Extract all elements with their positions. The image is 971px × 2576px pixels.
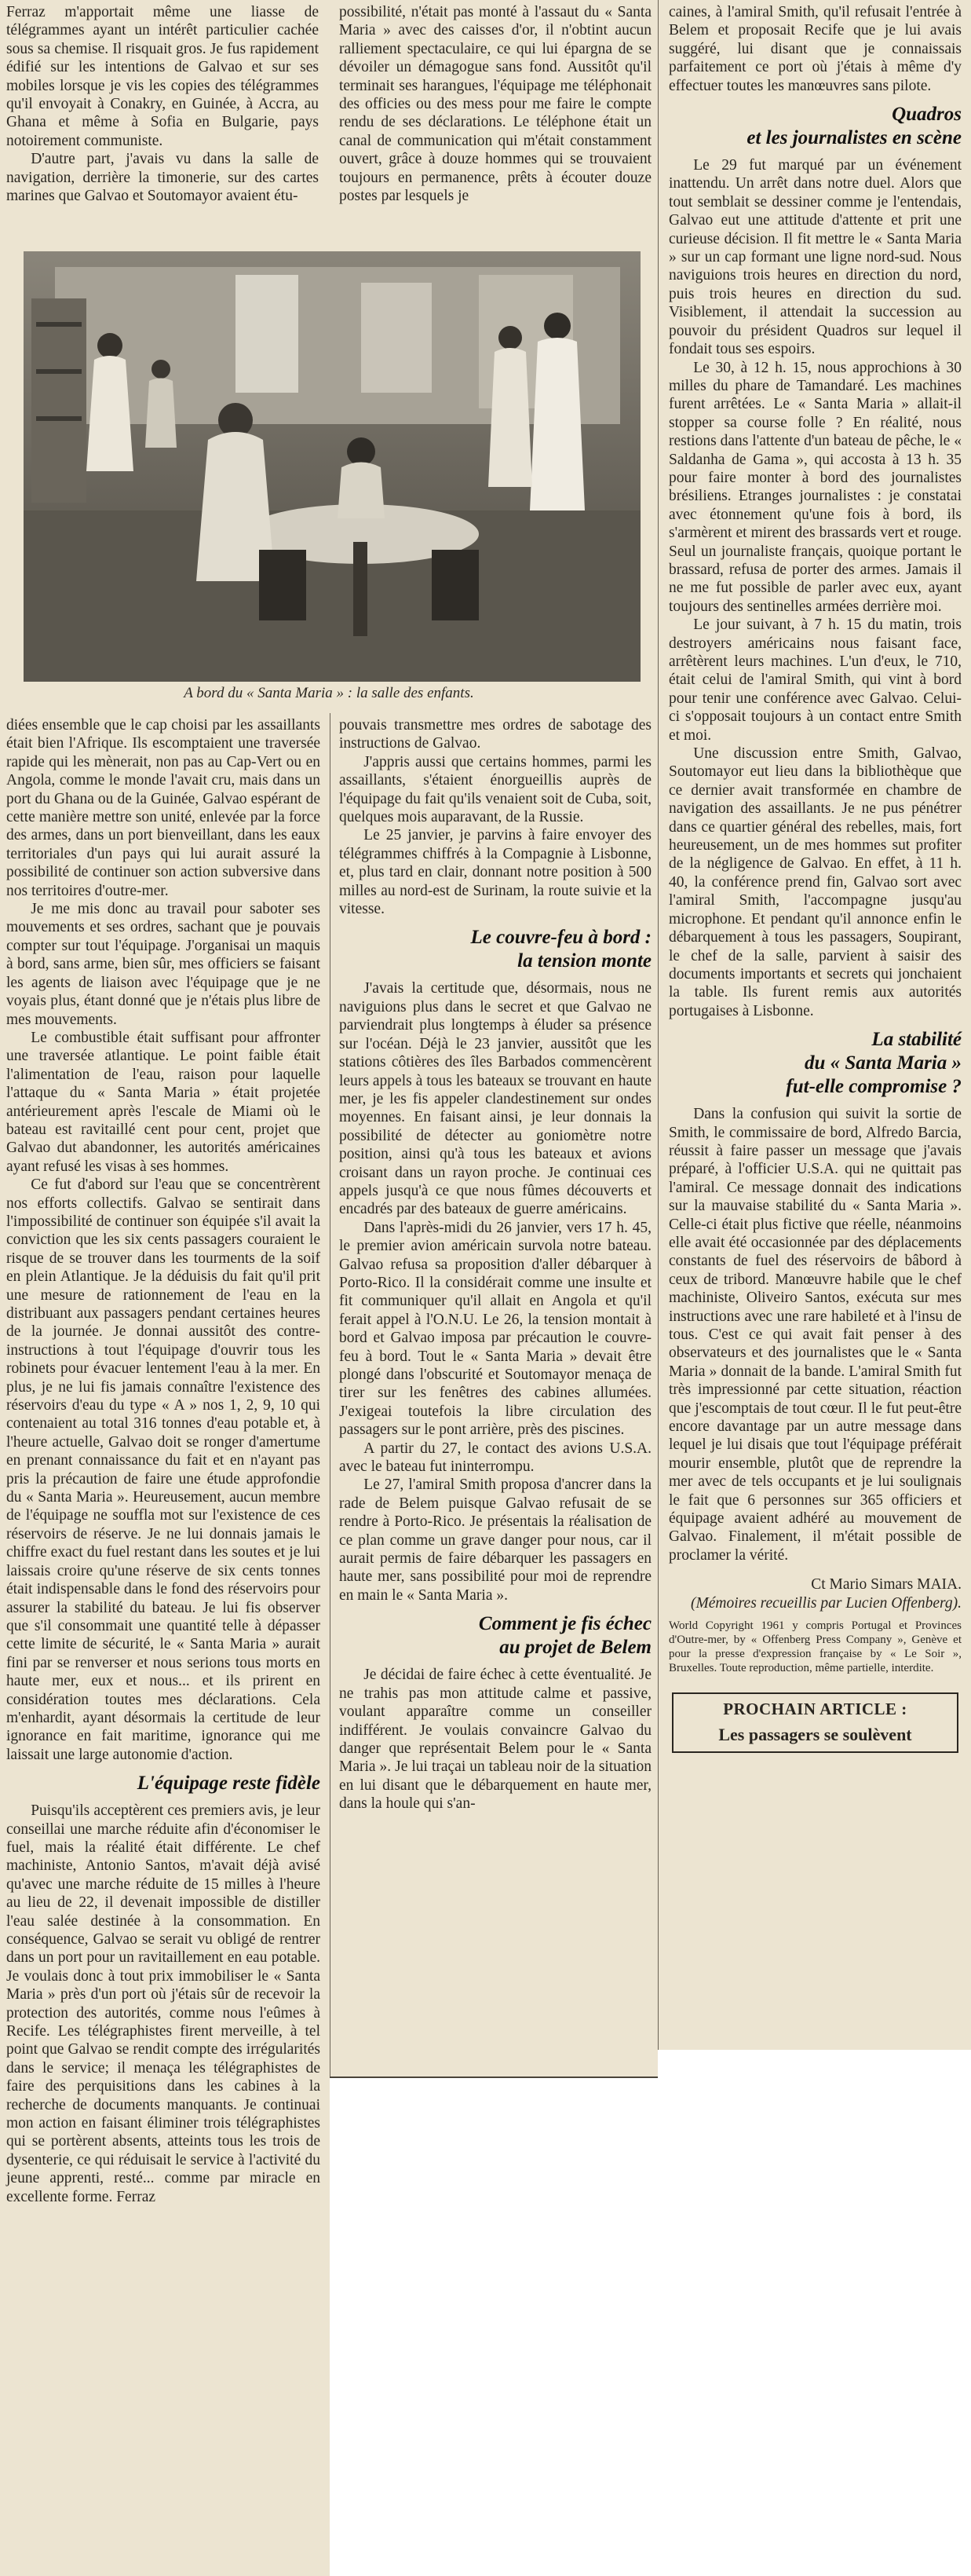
paragraph: J'avais la certitude que, désormais, nous ne naviguions plus dans le secret et que Galvao ne parviendrait plus longtemps à éluder sa présence sur l'océan. Déjà le 23 janvier, aussitôt que les stations côtières des îles Barbados commencèrent leurs appels à tous les bateaux se trouvant en haute mer, je les fis appeler clandestinement sur ondes moyennes. En faisant ainsi, je leur donnais la possibilité de détecter au goniomètre notre position, ainsi qu'à tous les bateaux et avions croisant dans un rayon proche. Je continuai ces appels jusqu'à ce que nous fûmes découverts et encadrés par des bateaux de guerre américains.	[339, 980, 652, 1218]
signature	[669, 1575, 962, 1612]
heading-line: La stabilité	[871, 1029, 962, 1051]
heading-line: la tension monte	[517, 950, 652, 972]
paragraph: Dans l'après-midi du 26 janvier, vers 17 h. 45, le premier avion américain survola notre bateau. Galvao refusa sa proposition d'aller débarquer à Porto-Rico. Il la considérait comme une insulte et fit communiquer qu'il allait en Angola et qu'il ferait appel à l'O.N.U. Le 26, la tension montait à bord et Galvao imposa par précaution le couvre-feu à bord. Tout le « Santa Maria » devait être plongé dans l'obscurité et Soutomayor menaça de tirer sur les fenêtres des cabines allumées. J'exigeai toutefois la libre circulation des passagers sur le pont arrière, près des piscines.	[339, 1219, 652, 1439]
paragraph: Le 25 janvier, je parvins à faire envoyer des télégrammes chiffrés à la Compagnie à Lisbonne, et, plus tard en clair, donnant notre position à 500 milles au nord-est de Surinam, la route suivie et la vitesse.	[339, 827, 652, 918]
photo-caption: A bord du « Santa Maria » : la salle des enfants.	[184, 685, 474, 701]
article-column-2-lower	[330, 713, 658, 2077]
next-article-title: Les passagers se soulèvent	[718, 1724, 912, 1744]
article-column-2-top	[330, 0, 658, 245]
paragraph: caines, à l'amiral Smith, qu'il refusait l'entrée à Belem et proposait Recife que je lui avais suggéré, lui disant que je connaissais parfaitement ce port où j'étais à même d'y effectuer toutes les manœuvres sans pilote.	[669, 4, 962, 94]
paragraph: Je décidai de faire échec à cette éventualité. Je ne trahis pas mon attitude calme et passive, voulant apparaître comme un conseiller indifférent. Je voulais convaincre Galvao du danger que représentait Belem pour le « Santa Maria ». Je lui traçai un tableau noir de la situation en lui disant que le débarquement en haute mer, dans la houle qui s'an-	[339, 1667, 652, 1813]
article-photo	[24, 251, 641, 682]
photo-block	[0, 245, 658, 713]
article-column-1-lower	[0, 713, 330, 2576]
heading-line: Quadros	[892, 104, 962, 126]
section-heading	[339, 1612, 652, 1659]
paragraph: J'appris aussi que certains hommes, parmi les assaillants, s'étaient énorgueillis auprès de l'équipage du fait qu'ils venaient soit de Cuba, soit, quelques mois auparavant, de la Russie.	[339, 753, 652, 826]
paragraph: Le jour suivant, à 7 h. 15 du matin, trois destroyers américains nous faisant face, arrêtèrent leurs machines. L'un d'eux, le 710, était celui de l'amiral Smith, qui vint à bord pour tenir une conférence avec Galvao. Celui-ci s'opposait toujours à un contact entre Smith et moi.	[669, 617, 962, 744]
paragraph: Le 30, à 12 h. 15, nous approchions à 30 milles du phare de Tamandaré. Les machines furent arrêtées. Le « Santa Maria » allait-il stopper sa course folle ? En réalité, nous restions dans l'attente d'un bateau de pêche, le « Saldanha de Gama », qui accosta à 13 h. 35 pour faire monter à bord des journalistes brésiliens. Etranges journalistes : je constatai avec étonnement qu'une fois à bord, ils s'armèrent et mirent des brassards vert et rouge. Seul un journaliste français, quoique portant le brassard, refusa de porter des armes. Jamais il ne me fut possible de parler avec eux, ayant toujours des sentinelles armées derrière moi.	[669, 359, 962, 615]
author-credit: (Mémoires recueillis par Lucien Offenberg).	[691, 1594, 962, 1612]
paragraph: Ce fut d'abord sur l'eau que se concentrèrent nos efforts collectifs. Galvao se sentirait dans l'impossibilité de continuer son équipée s'il avait la conviction que les six cents passagers couraient le risque de se trouver dans les tourments de la soif en plein Atlantique. Je la déduisis du fait qu'il prit une mesure de rationnement de l'eau en la distribuant aux passagers pendant certaines heures de la journée. Je donnai aussitôt des contre-instructions à tout l'équipage d'ouvrir tous les robinets pour évacuer lentement l'eau à la mer. En plus, je ne lui fis jamais connaître l'existence des réservoirs d'eau du type « A » nos 1, 2, 9, 10 qui contenaient au total 316 tonnes d'eau potable et, à l'heure actuelle, Galvao doit se ronger d'amertume en prenant connaissance du fait et en n'ayant pas pris la précaution de faire une étude approfondie du « Santa Maria ». Heureusement, aucun membre de l'équipage ne souffla mot sur l'existence de ces réservoirs de réserve. Je ne lui donnais jamais le chiffre exact du fuel restant dans les soutes et je lui laissais croire qu'une réserve de six cents tonnes était indispensable dans le fond des réservoirs pour assurer la stabilité du bateau. Je lui fis observer que s'il consommait une quantité telle à dépasser cette limite de sécurité, le « Santa Maria » aurait fini par se renverser et nous serions tous morts en haute mer, eux et nous... et ils prirent en considération toutes mes déclarations. Cela m'enhardit, ayant désormais la certitude de leur ignorance en fait maritime, ignorance qui me laissait une large autonomie d'action.	[6, 1176, 320, 1763]
column-end-rule	[330, 2077, 658, 2078]
paragraph: pouvais transmettre mes ordres de sabotage des instructions de Galvao.	[339, 717, 652, 752]
heading-line: Comment je fis échec	[478, 1613, 652, 1635]
paragraph: Dans la confusion qui suivit la sortie de Smith, le commissaire de bord, Alfredo Barcia, réussit à faire passer un message que j'avais préparé, à l'officier U.S.A. qui ne quittait pas l'amiral. Ce message donnait des indications sur la mauvaise stabilité du « Santa Maria ». Celle-ci était plus fictive que réelle, néanmoins elle avait été occasionnée par des déplacements constants de fuel des réservoirs de bâbord à ceux de tribord. Manœuvre habile que le chef machiniste, Oliveiro Santos, exécuta sur mes instructions avec une rare habileté et à l'insu de tous. C'est ce qui avait fait penser à des observateurs et des journalistes que le « Santa Maria » donnait de la bande. L'amiral Smith fut très impressionné par cette situation, réaction que j'escomptais de tout cœur. Il le fut peut-être encore davantage par un autre message dans lequel je lui disais que tout l'équipage préférait mourir ensemble, plutôt que de reprendre la mer avec de tels occupants et je lui soulignais le fait que 6 personnes sur 365 officiers et équipage avaient adhéré au mouvement de Galvao. Finalement, il m'était possible de proclamer la vérité.	[669, 1106, 962, 1564]
paragraph: Le combustible était suffisant pour affronter une traversée atlantique. Le point faible était l'alimentation de l'eau, raison pour laquelle l'attaque du « Santa Maria » était projetée antérieurement après l'escale de Miami où le bateau est ravitaillé cent pour cent, projet que Galvao dut abandonner, les autorités américaines ayant refusé les visas à ses hommes.	[6, 1029, 320, 1175]
paragraph: D'autre part, j'avais vu dans la salle de navigation, derrière la timonerie, sur des cartes marines que Galvao et Soutomayor avaient étu-	[6, 151, 319, 205]
section-heading	[669, 103, 962, 150]
paragraph: A partir du 27, le contact des avions U.S.A. avec le bateau fut ininterrompu.	[339, 1440, 652, 1476]
copyright-notice: World Copyright 1961 y compris Portugal et Provinces d'Outre-mer, by « Offenberg Press Company », Genève et pour la presse d'expression française by « Le Soir », Bruxelles. Toute reproduction, même partielle, interdite.	[669, 1619, 962, 1675]
article-column-1-top	[0, 0, 330, 245]
section-heading	[669, 1028, 962, 1099]
paragraph: Une discussion entre Smith, Galvao, Soutomayor eut lieu dans la bibliothèque que ce dernier avait transformée en chambre de navigation des assaillants. Je ne pus pénétrer dans ce quartier général des rebelles, mais, fort heureusement, un de mes hommes sut profiter de la négligence de Galvao. En effet, à 11 h. 40, la conférence prend fin, Galvao sort avec l'amiral Smith, l'accompagne jusqu'au microphone. Et pendant qu'il annonce enfin le débarquement à tous les passagers, Soupirant, le chef de la salle, parvient à saisir des documents importants et secrets qui jonchaient la table. Ils furent remis aux autorités portugaises à Lisbonne.	[669, 745, 962, 1019]
paragraph: diées ensemble que le cap choisi par les assaillants était bien l'Afrique. Ils escomptaient une traversée rapide qui les mènerait, non pas au Cap-Vert ou en Angola, comme le monde l'avait cru, mais dans un port du Ghana ou de la Guinée, Galvao espérant de cette manière mettre son unité, enlevée par la force des armes, dans un port bienveillant, dans les eaux territoriales d'un pays qui lui aurait assuré la possibilité de continuer son action subversive dans nos territoires d'outre-mer.	[6, 717, 320, 899]
paragraph: Le 29 fut marqué par un événement inattendu. Un arrêt dans notre duel. Alors que tout semblait se dessiner comme je l'entendais, Galvao eut une attitude d'attente et prit une curieuse décision. Il fit mettre le « Santa Maria » sur un cap formant une ligne nord-sud. Nous naviguions trois heures en direction du nord, puis trois heures en direction du sud. Visiblement, il attendait la succession au pouvoir du président Quadros sur lequel il fondait tous ses espoirs.	[669, 157, 962, 358]
article-column-3	[658, 0, 971, 2050]
paragraph: Ferraz m'apportait même une liasse de télégrammes ayant un intérêt particulier cachée sous sa chemise. Il risquait gros. Je fus rapidement édifié sur les intentions de Galvao et sur ses mobiles lorsque je vis les copies des télégrammes qu'il envoyait à Conakry, en Guinée, à Accra, au Ghana et même à Sofia en Bulgarie, pays notoirement communiste.	[6, 4, 319, 149]
heading-line: et les journalistes en scène	[747, 127, 962, 149]
heading-line: Le couvre-feu à bord :	[470, 927, 652, 949]
column-rule	[658, 0, 659, 2050]
heading-line: du « Santa Maria »	[804, 1052, 962, 1074]
heading-line: au projet de Belem	[499, 1637, 652, 1659]
paragraph: Puisqu'ils acceptèrent ces premiers avis, je leur conseillai une marche réduite afin d'économiser le fuel, mais la réalité était différente. Le chef machiniste, Antonio Santos, m'avait déjà avisé qu'avec une marche réduite de 15 milles à l'heure au lieu de 22, il devenait impossible de distiller l'eau salée destinée à la consommation. En conséquence, Galvao se serait vu obligé de rentrer dans un port pour un ravitaillement en eau potable. Je voulais donc à tout prix immobiliser le « Santa Maria » près d'un port où j'étais sûr de recevoir la protection des autorités, comme nous l'eûmes à Recife. Les télégraphistes firent merveille, à tel point que Galvao se rendit compte des irrégularités dans le service; il menaça les télégraphistes de faire des perquisitions dans les cabines à la recherche de documents manquants. Je continuai mon action en faisant éliminer trois télégraphistes qui se portèrent absents, atteints tous les trois de dysenterie, ce qui réduisait le service à l'activité du jeune apprenti, resté... comme par miracle en excellente forme. Ferraz	[6, 1802, 320, 2205]
next-article-label: PROCHAIN ARTICLE :	[723, 1700, 907, 1719]
section-heading	[339, 926, 652, 973]
paragraph: Le 27, l'amiral Smith proposa d'ancrer dans la rade de Belem puisque Galvao refusait de se rendre à Porto-Rico. Je présentais la réalisation de ce plan comme un grave danger pour nous, car il aurait permis de faire débarquer les passagers en haute mer, sans possibilité pour moi de reprendre en main le « Santa Maria ».	[339, 1476, 652, 1604]
section-heading: L'équipage reste fidèle	[137, 1773, 320, 1795]
children-room-photo	[24, 251, 641, 682]
next-article-box	[672, 1692, 958, 1753]
heading-line: fut-elle compromise ?	[786, 1076, 962, 1098]
author-name: Ct Mario Simars MAIA.	[811, 1576, 962, 1594]
paragraph: possibilité, n'était pas monté à l'assaut du « Santa Maria » avec des caisses d'or, il n'obtint aucun ralliement spectaculaire, ce qui lui épargna de se dévoiler un démagogue sans fond. Aussitôt qu'il terminait ses harangues, l'équipage me téléphonait des officies ou des mess pour me faire le compte rendu de ses déclarations. Le téléphone était un canal de communication qui m'était constamment ouvert, grâce à douze hommes qui se trouvaient toujours en permanence, prêts à écouter douze postes par lesquels je	[339, 4, 652, 205]
paragraph: Je me mis donc au travail pour saboter ses mouvements et ses ordres, sachant que je pouvais compter sur tout l'équipage. J'organisai un maquis à bord, sans arme, bien sûr, mes officiers se faisant les agents de liaison avec l'équipage que je ne voyais plus, étant donné que je n'étais plus libre de mes mouvements.	[6, 901, 320, 1028]
